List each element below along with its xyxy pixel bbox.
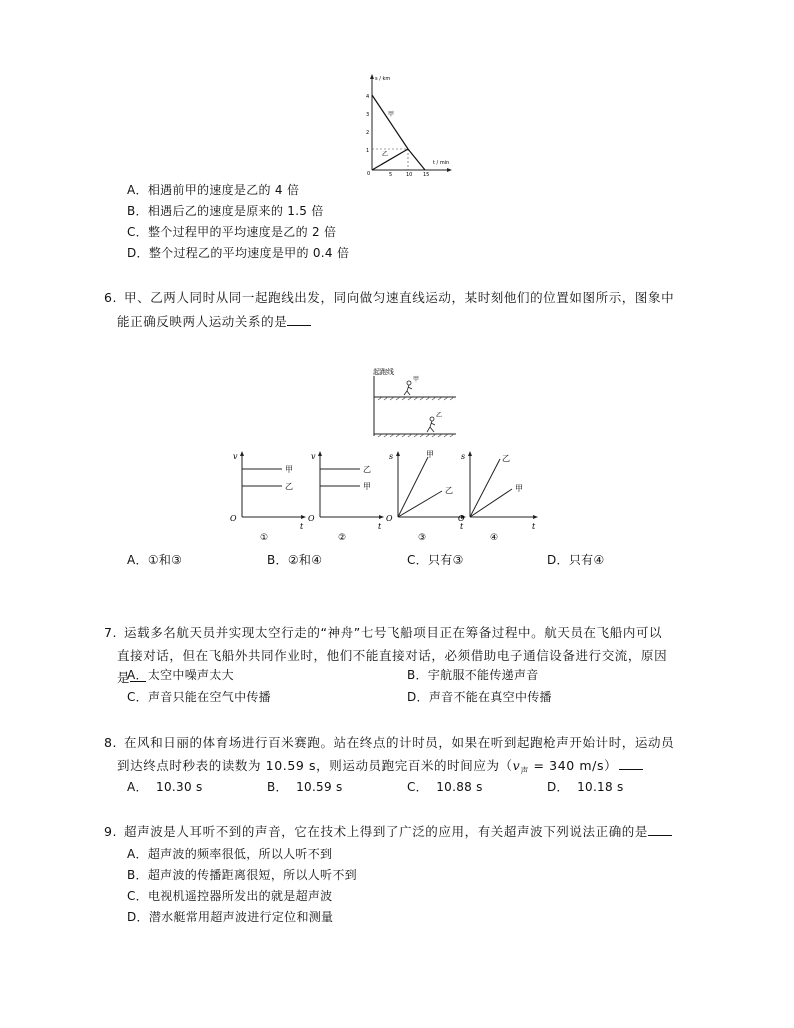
q5-option-b[interactable] (127, 203, 324, 219)
option-text: ①和③ (147, 553, 183, 567)
q6-option-c[interactable] (407, 552, 464, 568)
graph-y-label: v (311, 452, 316, 461)
option-letter: D． (127, 246, 149, 260)
q8-option-a[interactable] (127, 779, 203, 795)
q6-graph-1 (228, 449, 308, 543)
option-text: 只有③ (427, 553, 464, 567)
q5-line-yi-return (408, 149, 425, 170)
q5-line-yi (372, 149, 408, 170)
q9-option-d[interactable] (127, 909, 333, 925)
option-text: 10.59 s (296, 780, 343, 794)
graph-line-label: 乙 (285, 482, 293, 491)
option-text: 声音不能在真空中传播 (428, 690, 552, 704)
graph-index: ② (338, 533, 347, 543)
graph-origin: O (458, 514, 465, 523)
q6-option-a[interactable] (127, 552, 182, 568)
option-text: 10.18 s (577, 780, 624, 794)
option-text: 超声波的传播距离很短，所以人听不到 (147, 868, 357, 882)
option-letter: C． (127, 690, 148, 704)
q5-label-jia: 甲 (388, 111, 395, 118)
graph-index: ④ (490, 533, 499, 543)
graph-line-label: 乙 (445, 486, 453, 495)
option-letter: B． (407, 668, 428, 682)
graph-y-label: s (461, 452, 466, 461)
q7-stem-line2: 直接对话，但在飞船外共同作业时，他们不能直接对话，必须借助电子通信设备进行交流，原因 (117, 648, 668, 663)
q5-label-yi: 乙 (382, 151, 389, 158)
graph-x-label: t (460, 522, 464, 531)
option-letter: B． (127, 868, 148, 882)
runner-jia-icon (404, 381, 412, 395)
q6-start-line-scene (368, 364, 458, 438)
q7-stem-line1: 运载多名航天员并实现太空行走的“神舟”七号飞船项目正在筹备过程中。航天员在飞船内可以 (124, 625, 663, 640)
option-letter: C． (127, 889, 148, 903)
q5-x-tick: 5 (389, 172, 393, 176)
q5-x-tick: 15 (423, 172, 430, 176)
answer-blank[interactable] (648, 823, 672, 836)
option-letter: D． (547, 780, 569, 794)
option-letter: A． (127, 847, 148, 861)
q5-y-axis-label: s / km (375, 76, 391, 82)
q5-x-tick: 10 (406, 172, 413, 176)
q7-option-b[interactable] (407, 667, 539, 683)
graph-y-label: v (233, 452, 238, 461)
graph-line-label: 乙 (502, 454, 510, 463)
q5-option-d[interactable] (127, 245, 349, 261)
option-text: 太空中噪声太大 (147, 668, 234, 682)
q5-y-tick: 3 (366, 112, 370, 118)
option-text: 只有④ (568, 553, 605, 567)
option-letter: C． (407, 780, 428, 794)
q5-option-a[interactable] (127, 182, 299, 198)
option-text: 潜水艇常用超声波进行定位和测量 (148, 910, 334, 924)
option-letter: A． (127, 553, 148, 567)
graph-index: ③ (418, 533, 427, 543)
runner-yi-label: 乙 (436, 412, 443, 419)
option-text: 整个过程甲的平均速度是乙的 2 倍 (147, 225, 337, 239)
q9-option-a[interactable] (127, 846, 332, 862)
q8-stem-line2: 到达终点时秒表的读数为 10.59 s，则运动员跑完百米的时间应为（$v_声 = 340$ m/s） (117, 756, 643, 782)
q8-option-d[interactable] (547, 779, 624, 795)
option-letter: C． (407, 553, 428, 567)
q7-option-c[interactable] (127, 689, 271, 705)
option-letter: A． (127, 780, 148, 794)
q8-option-c[interactable] (407, 779, 483, 795)
option-letter: D． (547, 553, 569, 567)
q5-y-tick: 2 (366, 130, 370, 136)
graph-y-label: s (389, 452, 394, 461)
graph-origin: O (308, 514, 315, 523)
option-text: 相遇后乙的速度是原来的 1.5 倍 (147, 204, 324, 218)
q6-stem-line1: 甲、乙两人同时从同一起跑线出发，同向做匀速直线运动，某时刻他们的位置如图所示，图象中 (124, 290, 675, 305)
q7-option-a[interactable] (127, 667, 234, 683)
option-text: ②和④ (287, 553, 323, 567)
option-letter: D． (407, 690, 429, 704)
q5-option-c[interactable] (127, 224, 336, 240)
graph-line-label: 甲 (426, 450, 434, 459)
q6-graph-2 (306, 449, 386, 543)
q6-option-d[interactable] (547, 552, 605, 568)
option-text: 宇航服不能传递声音 (427, 668, 539, 682)
option-text: 电视机遥控器所发出的就是超声波 (147, 889, 333, 903)
q5-y-tick: 1 (366, 148, 370, 154)
q9-option-b[interactable] (127, 867, 357, 883)
option-text: 10.30 s (156, 780, 203, 794)
q7-option-d[interactable] (407, 689, 552, 705)
option-letter: B． (267, 780, 288, 794)
graph-x-label: t (300, 522, 304, 531)
q9-stem-line1: 超声波是人耳听不到的声音，它在技术上得到了广泛的应用，有关超声波下列说法正确的是 (124, 822, 672, 842)
q8-option-b[interactable] (267, 779, 343, 795)
q7-number: 7. (104, 625, 118, 640)
option-letter: A． (127, 183, 148, 197)
option-text: 超声波的频率很低，所以人听不到 (147, 847, 333, 861)
q5-st-graph (362, 72, 454, 176)
q7-stem-line3: 是 (117, 668, 146, 688)
runner-jia-label: 甲 (413, 376, 420, 383)
runner-yi-icon (427, 417, 435, 432)
graph-x-label: t (532, 522, 536, 531)
q9-option-c[interactable] (127, 888, 333, 904)
option-text: 相遇前甲的速度是乙的 4 倍 (147, 183, 300, 197)
option-text: 整个过程乙的平均速度是甲的 0.4 倍 (148, 246, 350, 260)
q5-line-jia (372, 95, 408, 149)
q5-y-tick: 4 (366, 94, 370, 100)
q9-number: 9. (104, 824, 118, 839)
graph-origin: O (386, 514, 393, 523)
graph-line-label: 甲 (363, 482, 371, 491)
option-text: 声音只能在空气中传播 (147, 690, 271, 704)
graph-line-label: 甲 (285, 465, 293, 474)
answer-blank[interactable] (287, 313, 311, 326)
q6-number: 6. (104, 290, 118, 305)
option-letter: C． (127, 225, 148, 239)
q6-stem-line2: 能正确反映两人运动关系的是 (117, 312, 311, 332)
option-letter: A． (127, 668, 148, 682)
option-letter: D． (127, 910, 149, 924)
option-letter: B． (267, 553, 288, 567)
q8-stem-line1: 在风和日丽的体育场进行百米赛跑。站在终点的计时员，如果在听到起跑枪声开始计时，运动员 (124, 735, 675, 750)
q5-origin: 0 (367, 171, 371, 176)
answer-blank[interactable] (619, 757, 643, 770)
q5-x-axis-label: t / min (433, 160, 450, 166)
q8-number: 8. (104, 735, 118, 750)
start-line-label: 起跑线 (373, 368, 394, 376)
q6-graph-4 (456, 449, 540, 543)
graph-origin: O (230, 514, 237, 523)
graph-index: ① (260, 533, 269, 543)
graph-line-label: 乙 (363, 465, 371, 474)
graph-x-label: t (378, 522, 382, 531)
q6-option-b[interactable] (267, 552, 322, 568)
option-letter: B． (127, 204, 148, 218)
option-text: 10.88 s (436, 780, 483, 794)
graph-line-label: 甲 (515, 484, 523, 493)
